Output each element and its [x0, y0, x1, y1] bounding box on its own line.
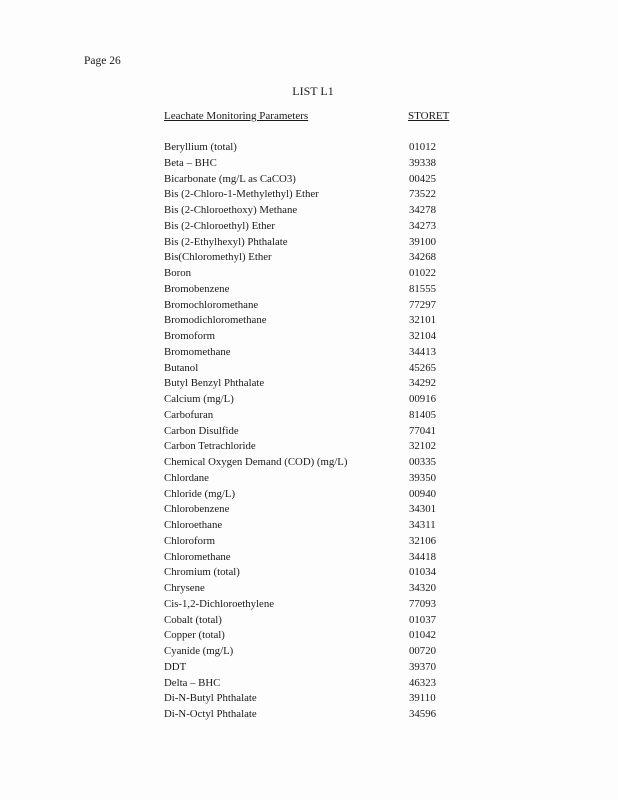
list-item — [164, 140, 464, 156]
storet-code: 00425 — [409, 172, 436, 185]
parameter-name: DDT — [164, 660, 187, 673]
list-item — [164, 187, 464, 203]
parameter-name: Di-N-Butyl Phthalate — [164, 692, 257, 705]
parameter-name: Chrysene — [164, 582, 205, 594]
parameter-name: Bromoform — [164, 330, 215, 342]
parameter-name: Copper (total) — [164, 629, 225, 642]
list-item — [164, 219, 464, 235]
parameter-name: Bicarbonate (mg/L as CaCO3) — [164, 172, 296, 185]
list-item — [164, 282, 464, 298]
list-item — [164, 691, 464, 707]
parameter-name: Chloroethane — [164, 519, 223, 531]
storet-code: 01012 — [409, 141, 436, 153]
parameter-name: Chromium (total) — [164, 566, 240, 579]
parameter-name: Butyl Benzyl Phthalate — [164, 377, 265, 390]
storet-code: 32102 — [409, 440, 436, 453]
storet-code: 34278 — [409, 204, 436, 216]
list-item — [164, 439, 464, 455]
storet-code: 39110 — [409, 692, 436, 705]
parameter-list — [164, 140, 464, 723]
parameter-column-header: Leachate Monitoring Parameters — [164, 110, 309, 122]
list-item — [164, 376, 464, 392]
storet-code: 34292 — [409, 377, 436, 390]
list-item — [164, 156, 464, 172]
parameter-name: Calcium (mg/L) — [164, 393, 234, 405]
storet-code: 01034 — [409, 566, 436, 579]
parameter-name: Chemical Oxygen Demand (COD) (mg/L) — [164, 456, 348, 468]
parameter-name: Chloride (mg/L) — [164, 487, 236, 500]
storet-code: 39338 — [409, 156, 436, 169]
list-item — [164, 707, 464, 723]
storet-code: 01022 — [409, 267, 436, 279]
storet-code: 34268 — [409, 251, 436, 264]
parameter-name: Bis (2-Chloroethoxy) Methane — [164, 204, 298, 216]
parameter-name: Chloromethane — [164, 550, 231, 563]
parameter-name: Bromomethane — [164, 345, 231, 358]
storet-code: 45265 — [409, 361, 436, 374]
storet-code: 77041 — [409, 424, 436, 437]
parameter-name: Bromochloromethane — [164, 298, 259, 311]
list-item — [164, 235, 464, 251]
storet-code: 73522 — [409, 188, 436, 201]
list-item — [164, 660, 464, 676]
storet-code: 32101 — [409, 314, 436, 327]
storet-code: 00335 — [409, 456, 436, 468]
storet-code: 77093 — [409, 597, 436, 610]
parameter-name: Cobalt (total) — [164, 613, 222, 626]
list-item — [164, 676, 464, 692]
list-item — [164, 471, 464, 487]
list-item — [164, 408, 464, 424]
storet-code: 34320 — [409, 582, 436, 594]
list-item — [164, 644, 464, 660]
storet-code: 39350 — [409, 471, 436, 484]
storet-code: 34418 — [409, 550, 436, 563]
parameter-name: Bis (2-Chloroethyl) Ether — [164, 219, 275, 232]
list-item — [164, 502, 464, 518]
storet-code: 00916 — [409, 393, 436, 405]
list-item — [164, 345, 464, 361]
parameter-name: Chloroform — [164, 534, 215, 547]
storet-code: 39370 — [409, 660, 436, 673]
list-item — [164, 487, 464, 503]
list-item — [164, 550, 464, 566]
storet-code: 01042 — [409, 629, 436, 642]
list-item — [164, 597, 464, 613]
parameter-name: Carbon Disulfide — [164, 424, 239, 437]
parameter-name: Beta – BHC — [164, 156, 217, 169]
parameter-name: Butanol — [164, 361, 199, 374]
list-item — [164, 455, 464, 471]
storet-code: 34273 — [409, 219, 436, 232]
list-item — [164, 518, 464, 534]
list-item — [164, 266, 464, 282]
parameter-name: Di-N-Octyl Phthalate — [164, 708, 257, 720]
storet-column-header: STORET — [408, 110, 450, 122]
storet-code: 39100 — [409, 235, 436, 248]
list-item — [164, 613, 464, 629]
list-title: LIST L1 — [292, 84, 334, 98]
storet-code: 32104 — [409, 330, 436, 342]
list-item — [164, 329, 464, 345]
storet-code: 34311 — [409, 519, 436, 531]
parameter-name: Bromodichloromethane — [164, 314, 267, 327]
list-item — [164, 250, 464, 266]
storet-code: 34301 — [409, 503, 436, 516]
list-item — [164, 298, 464, 314]
parameter-name: Chlordane — [164, 471, 209, 484]
list-item — [164, 534, 464, 550]
list-item — [164, 581, 464, 597]
storet-code: 32106 — [409, 534, 436, 547]
list-item — [164, 424, 464, 440]
parameter-name: Carbon Tetrachloride — [164, 440, 256, 453]
list-item — [164, 565, 464, 581]
list-item — [164, 361, 464, 377]
list-item — [164, 172, 464, 188]
list-item — [164, 628, 464, 644]
page-number: Page 26 — [84, 55, 121, 67]
storet-code: 34413 — [409, 345, 436, 358]
parameter-name: Delta – BHC — [164, 676, 221, 689]
storet-code: 77297 — [409, 298, 436, 311]
parameter-name: Cyanide (mg/L) — [164, 645, 234, 657]
storet-code: 81405 — [409, 408, 436, 421]
parameter-name: Cis-1,2-Dichloroethylene — [164, 597, 275, 610]
list-item — [164, 203, 464, 219]
storet-code: 01037 — [409, 613, 436, 626]
parameter-name: Carbofuran — [164, 408, 214, 421]
parameter-name: Chlorobenzene — [164, 503, 230, 516]
storet-code: 81555 — [409, 282, 436, 295]
storet-code: 46323 — [409, 676, 436, 689]
list-item — [164, 313, 464, 329]
list-item — [164, 392, 464, 408]
parameter-name: Bis (2-Chloro-1-Methylethyl) Ether — [164, 188, 319, 201]
storet-code: 00940 — [409, 487, 436, 500]
storet-code: 34596 — [409, 708, 436, 720]
storet-code: 00720 — [409, 645, 436, 657]
parameter-name: Bis(Chloromethyl) Ether — [164, 251, 272, 264]
parameter-name: Bis (2-Ethylhexyl) Phthalate — [164, 235, 288, 248]
parameter-name: Bromobenzene — [164, 282, 230, 295]
parameter-name: Beryllium (total) — [164, 141, 237, 153]
parameter-name: Boron — [164, 267, 191, 279]
